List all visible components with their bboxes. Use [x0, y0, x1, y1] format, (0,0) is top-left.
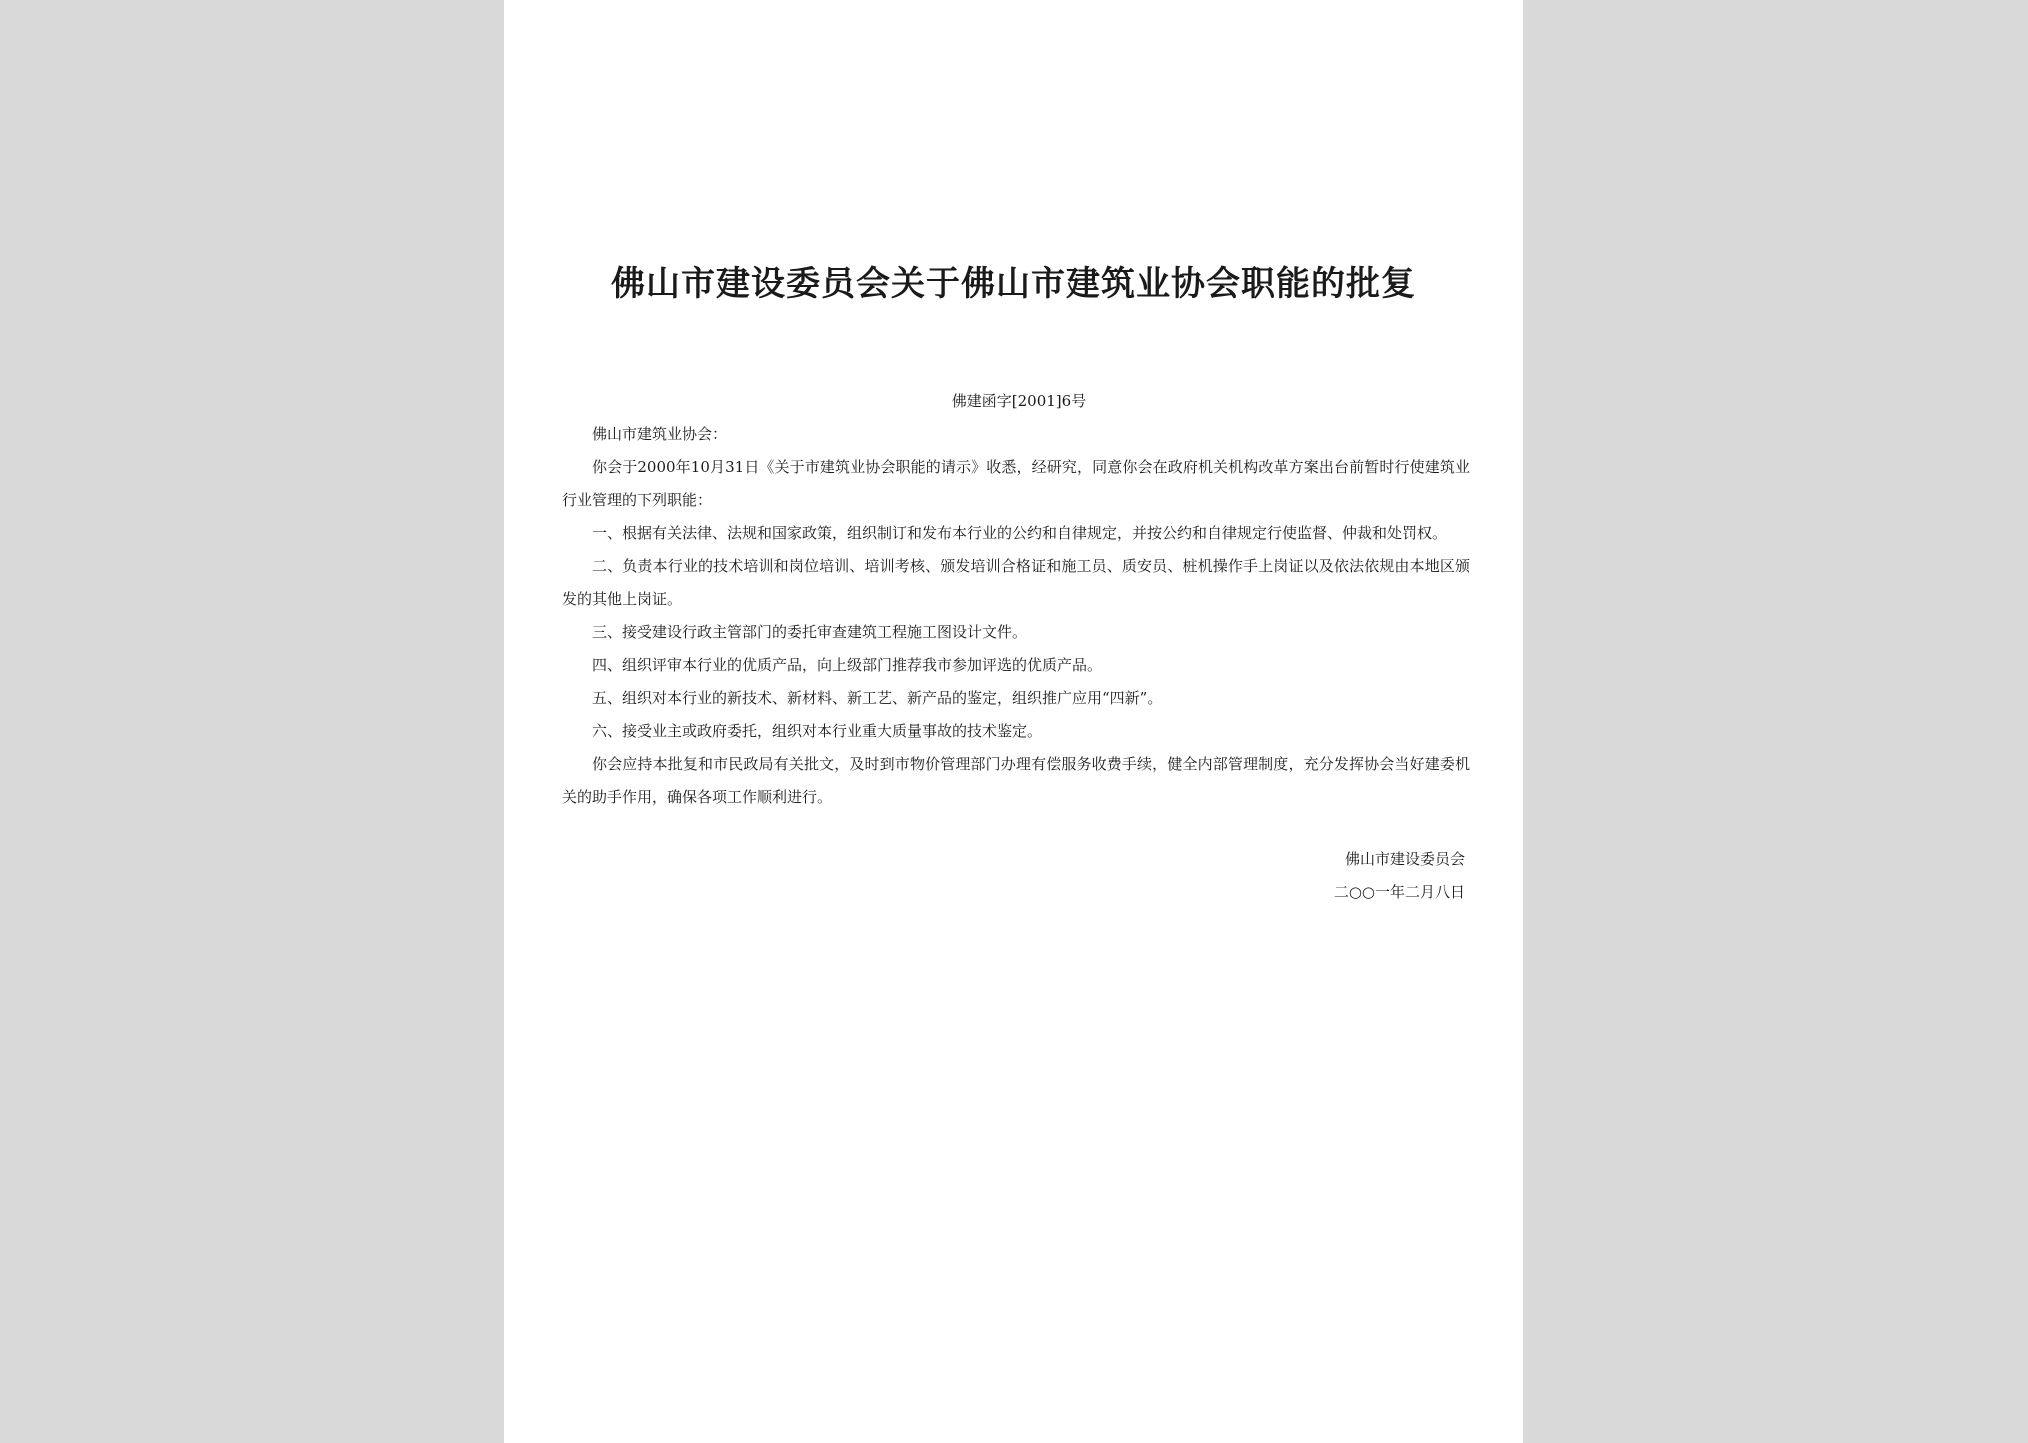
paragraph-item-3: 三、接受建设行政主管部门的委托审查建筑工程施工图设计文件。	[592, 623, 1028, 641]
document-body	[562, 418, 1470, 814]
document-title: 佛山市建设委员会关于佛山市建筑业协会职能的批复	[611, 264, 1416, 304]
paragraph-item-2: 二、负责本行业的技术培训和岗位培训、培训考核、颁发培训合格证和施工员、质安员、桩机操作手上岗证以及依法依规由本地区颁发的其他上岗证。	[562, 557, 1470, 608]
signature-date: 二○○一年二月八日	[1333, 883, 1465, 901]
paragraph-item-5: 五、组织对本行业的新技术、新材料、新工艺、新产品的鉴定，组织推广应用“四新”。	[592, 689, 1163, 707]
document-page	[504, 0, 1523, 1443]
document-number: 佛建函字[2001]6号	[951, 392, 1087, 410]
paragraph-item-1: 一、根据有关法律、法规和国家政策，组织制订和发布本行业的公约和自律规定，并按公约和自律规定行使监督、仲裁和处罚权。	[592, 524, 1448, 542]
paragraph-intro: 你会于2000年10月31日《关于市建筑业协会职能的请示》收悉，经研究，同意你会在政府机关机构改革方案出台前暂时行使建筑业行业管理的下列职能：	[562, 458, 1470, 509]
salutation: 佛山市建筑业协会：	[592, 425, 728, 443]
paragraph-item-6: 六、接受业主或政府委托，组织对本行业重大质量事故的技术鉴定。	[592, 722, 1043, 740]
signature-organization: 佛山市建设委员会	[1344, 850, 1465, 868]
signature-block	[1334, 843, 1465, 909]
paragraph-closing: 你会应持本批复和市民政局有关批文，及时到市物价管理部门办理有偿服务收费手续，健全内部管理制度，充分发挥协会当好建委机关的助手作用，确保各项工作顺利进行。	[562, 755, 1470, 806]
paragraph-item-4: 四、组织评审本行业的优质产品，向上级部门推荐我市参加评选的优质产品。	[592, 656, 1103, 674]
